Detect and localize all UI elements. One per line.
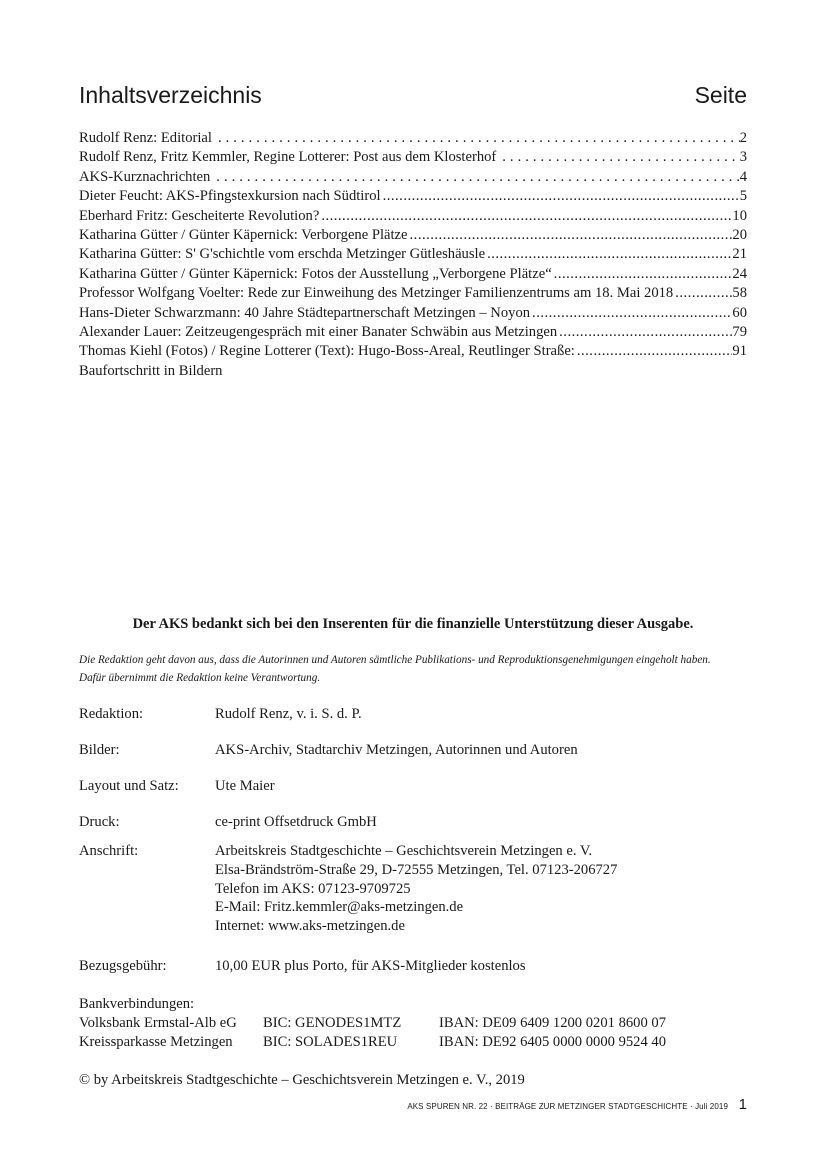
bank-heading: Bankverbindungen: [79, 996, 195, 1012]
bank-iban: IBAN: DE92 6405 0000 0000 9524 40 [439, 1033, 667, 1050]
toc-entry [79, 304, 747, 323]
toc-leader-dots [673, 284, 732, 303]
imprint-label: Redaktion: [79, 706, 144, 722]
toc-entry [79, 342, 747, 361]
toc-entry-page: 79 [732, 323, 747, 340]
bank-name: Kreissparkasse Metzingen [79, 1033, 233, 1050]
toc-entry-page: 60 [732, 304, 747, 321]
address-line: Elsa-Brändström-Straße 29, D-72555 Metzingen, Tel. 07123-206727 [215, 861, 618, 878]
bank-details [79, 995, 719, 1051]
toc-header [79, 82, 747, 112]
toc-leader-dots [552, 265, 733, 284]
imprint-label: Bezugsgebühr: [79, 958, 167, 974]
toc-entry-title: AKS-Kurznachrichten [79, 168, 211, 185]
toc-entry [79, 129, 747, 148]
toc-entry-title: Katharina Gütter: S' G'schichtle vom erschda Metzinger Gütleshäusle [79, 246, 486, 263]
toc-leader-dots [319, 207, 732, 226]
toc-entry [79, 226, 747, 245]
imprint-label: Layout und Satz: [79, 778, 179, 794]
toc-entry-title: Professor Wolfgang Voelter: Rede zur Einweihung des Metzinger Familienzentrums am 18. Mai 2018 [79, 285, 674, 302]
toc-entry [79, 284, 747, 303]
page-number: 1 [738, 1096, 747, 1113]
toc-entry-page: 21 [732, 246, 747, 263]
toc-entry-page: 24 [732, 265, 747, 282]
bank-bic: BIC: SOLADES1REU [263, 1033, 398, 1050]
toc-entry-page: 58 [732, 285, 747, 302]
toc-entry-page: 5 [739, 188, 747, 205]
toc-entry-page: 20 [732, 226, 747, 243]
bank-row [79, 1014, 719, 1033]
toc-entry [79, 168, 747, 187]
toc-leader-dots [557, 323, 732, 342]
imprint-label: Bilder: [79, 742, 120, 758]
address-line: Arbeitskreis Stadtgeschichte – Geschichtsverein Metzingen e. V. [215, 843, 593, 859]
toc-entry-title: Eberhard Fritz: Gescheiterte Revolution? [79, 207, 320, 224]
address-line: Internet: www.aks-metzingen.de [215, 918, 405, 935]
toc-entry-title: Rudolf Renz, Fritz Kemmler, Regine Lotterer: Post aus dem Klosterhof [79, 149, 497, 166]
imprint-value: 10,00 EUR plus Porto, für AKS-Mitglieder kostenlos [215, 958, 526, 974]
imprint-label: Anschrift: [79, 843, 139, 859]
toc-entry-page: 3 [739, 149, 747, 166]
toc-leader-dots [485, 245, 732, 264]
editorial-disclaimer: Die Redaktion geht davon aus, dass die Autorinnen und Autoren sämtliche Publikations- und Reproduktionsgenehmigungen eingeholt haben. Dafür übernimmt die Redaktion keine Verantwortung. [79, 654, 711, 684]
bank-name: Volksbank Ermstal-Alb eG [79, 1014, 237, 1031]
address-line: E-Mail: Fritz.kemmler@aks-metzingen.de [215, 899, 464, 916]
imprint-value: Ute Maier [215, 778, 275, 794]
toc-entry-title: Rudolf Renz: Editorial [79, 130, 212, 146]
imprint-label: Druck: [79, 814, 120, 830]
toc-entry [79, 265, 747, 284]
toc-leader-dots [575, 342, 733, 361]
toc-entry-title: Thomas Kiehl (Fotos) / Regine Lotterer (Text): Hugo-Boss-Areal, Reutlinger Straße: [79, 343, 575, 360]
toc-leader-dots [530, 304, 732, 323]
toc-entry-page: 2 [739, 130, 747, 146]
toc-page-heading: Seite [694, 82, 747, 108]
toc-list [79, 129, 747, 381]
toc-heading: Inhaltsverzeichnis [79, 82, 262, 108]
toc-entry-page: 91 [732, 343, 747, 360]
imprint-value: Rudolf Renz, v. i. S. d. P. [215, 706, 362, 722]
imprint-address [215, 842, 617, 936]
address-line: Telefon im AKS: 07123-9709725 [215, 880, 411, 897]
toc-entry-title: Alexander Lauer: Zeitzeugengespräch mit einer Banater Schwäbin aus Metzingen [79, 323, 558, 340]
toc-leader-dots [210, 168, 739, 187]
toc-entry [79, 207, 747, 226]
toc-entry-page: 4 [739, 168, 747, 185]
bank-bic: BIC: GENODES1MTZ [263, 1014, 402, 1031]
sponsor-thanks: Der AKS bedankt sich bei den Inserenten für die finanzielle Unterstützung dieser Ausgabe. [132, 616, 694, 632]
toc-entry [79, 323, 747, 342]
bank-iban: IBAN: DE09 6409 1200 0201 8600 07 [439, 1014, 667, 1031]
toc-leader-dots [408, 226, 733, 245]
toc-entry [79, 148, 747, 167]
copyright-notice: © by Arbeitskreis Stadtgeschichte – Geschichtsverein Metzingen e. V., 2019 [79, 1072, 525, 1088]
bank-row [79, 1033, 719, 1052]
toc-entry-continuation: Baufortschritt in Bildern [79, 362, 223, 379]
toc-entry-title: Katharina Gütter / Günter Käpernick: Verborgene Plätze [79, 226, 408, 243]
toc-leader-dots [212, 129, 740, 148]
toc-entry [79, 245, 747, 264]
toc-entry-title: Katharina Gütter / Günter Käpernick: Fotos der Ausstellung „Verborgene Plätze“ [79, 265, 552, 282]
toc-entry [79, 187, 747, 206]
toc-entry-title: Hans-Dieter Schwarzmann: 40 Jahre Städtepartnerschaft Metzingen – Noyon [79, 304, 531, 321]
toc-entry-title: Dieter Feucht: AKS-Pfingstexkursion nach Südtirol [79, 188, 381, 205]
toc-leader-dots [496, 148, 739, 167]
running-footer: AKS SPUREN NR. 22 · BEITRÄGE ZUR METZINGER STADTGESCHICHTE · Juli 2019 [407, 1102, 728, 1111]
imprint-value: ce-print Offsetdruck GmbH [215, 814, 377, 830]
imprint-value: AKS-Archiv, Stadtarchiv Metzingen, Autorinnen und Autoren [215, 742, 578, 758]
toc-leader-dots [381, 187, 740, 206]
toc-entry-page: 10 [732, 207, 747, 224]
